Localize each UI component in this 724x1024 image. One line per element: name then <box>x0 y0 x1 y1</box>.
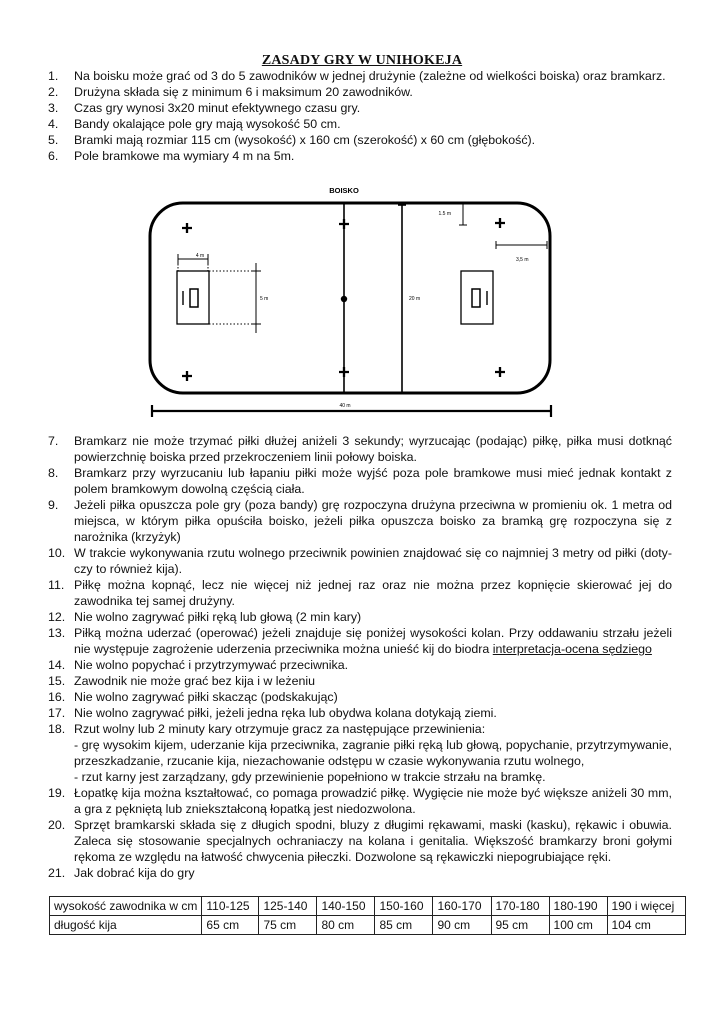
rule-item <box>0 785 724 817</box>
rule-number: 9. <box>48 498 59 512</box>
rule-number: 5. <box>48 133 59 147</box>
rule-number: 20. <box>48 818 66 832</box>
rule-number: 8. <box>48 466 59 480</box>
rule-text: Czas gry wynosi 3x20 minut efektywnego czasu gry. <box>74 101 361 115</box>
table-cell: 65 cm <box>202 916 259 935</box>
rule-number: 4. <box>48 117 59 131</box>
rule-item <box>0 84 724 100</box>
table-cell: 190 i więcej <box>607 897 685 916</box>
rule-number: 3. <box>48 101 59 115</box>
goal-area-left <box>177 271 209 324</box>
rule-number: 19. <box>48 786 66 800</box>
label-goal-area-width: 4 m <box>195 253 205 259</box>
table-cell: 80 cm <box>317 916 375 935</box>
rule-text: Nie wolno zagrywać piłki skacząc (podskakując) <box>74 690 338 704</box>
cross-marker <box>182 223 192 233</box>
table-cell: 160-170 <box>433 897 491 916</box>
table-cell: 125-140 <box>259 897 317 916</box>
rule-item <box>0 545 724 577</box>
table-row <box>50 897 686 916</box>
rule-number: 21. <box>48 866 66 880</box>
rule-text: Piłkę można kopnąć, lecz nie więcej niż jednej raz oraz nie można przez kopnięcie skierować jej do zawodnika tej samej drużyny. <box>74 578 672 608</box>
table-cell: 140-150 <box>317 897 375 916</box>
rule-text: Rzut wolny lub 2 minuty kary otrzymuje gracz za następujące przewinienia: <box>74 722 486 736</box>
page-title: ZASADY GRY W UNIHOKEJA <box>261 53 463 68</box>
rule-number: 1. <box>48 69 59 83</box>
cross-marker <box>339 219 349 229</box>
rule-item <box>0 673 724 689</box>
dim-goal-line <box>496 241 547 249</box>
cross-marker <box>182 371 192 381</box>
rule-item <box>0 148 724 164</box>
rules-list-part2 <box>0 433 724 881</box>
rule-number: 12. <box>48 610 66 624</box>
goal-left <box>190 289 198 307</box>
rule-number: 6. <box>48 149 59 163</box>
rule-number: 10. <box>48 546 66 560</box>
rule-text: Nie wolno zagrywać piłki, jeżeli jedna ręka lub obydwa kolana dotykają ziemi. <box>74 706 497 720</box>
table-row <box>50 916 686 935</box>
rule-item <box>0 625 724 657</box>
table-cell: 75 cm <box>259 916 317 935</box>
dim-length <box>152 405 551 417</box>
table-cell: 170-180 <box>491 897 549 916</box>
table-cell: 95 cm <box>491 916 549 935</box>
rules-list-part1 <box>0 68 724 164</box>
table-cell: 110-125 <box>202 897 259 916</box>
cross-marker <box>495 367 505 377</box>
label-goal-area-length: 5 m <box>260 296 269 302</box>
rule-text: Nie wolno zagrywać piłki ręką lub głową (2 min kary) <box>74 610 362 624</box>
rule-text: Nie wolno popychać i przytrzymywać przeciwnika. <box>74 658 349 672</box>
table-cell: 85 cm <box>375 916 433 935</box>
rule-text: W trakcie wykonywania rzutu wolnego przeciwnik powinien znajdować się co najmniej 3 metry od piłki (doty- czy to również kija). <box>74 546 672 576</box>
rule-text: Bramki mają rozmiar 115 cm (wysokość) x 160 cm (szerokość) x 60 cm (głębokość). <box>74 133 536 147</box>
rule-item <box>0 657 724 673</box>
rule-number: 2. <box>48 85 59 99</box>
rink-boundary <box>150 203 550 393</box>
rule-item <box>0 497 724 545</box>
rule-number: 17. <box>48 706 66 720</box>
goal-right <box>472 289 480 307</box>
label-corner-radius: 1.5 m <box>438 211 451 217</box>
table-header-cell: długość kija <box>50 916 202 935</box>
rule-item <box>0 465 724 497</box>
rule-text: Bramkarz przy wyrzucaniu lub łapaniu piłki może wyjść poza pole bramkowe musi mieć jednak kontakt z polem bramkowym dowolną częścią ciała. <box>74 466 672 496</box>
rule-text: Piłką można uderzać (operować) jeżeli znajduje się poniżej wysokości kolan. Przy oddawaniu strzału jeżeli nie występuje zagrożenie uderzenia przeciwnika można unieść kij do biodra <box>74 626 672 656</box>
rule-underlined-text: interpretacja-ocena sędziego <box>492 642 652 656</box>
dim-width <box>398 205 406 393</box>
label-width: 20 m <box>409 296 421 302</box>
rule-item <box>0 689 724 705</box>
rule-item <box>0 609 724 625</box>
rule-subitem: - rzut karny jest zarządzany, gdy przewinienie popełniono w trakcie strzału na bramkę. <box>74 770 546 784</box>
diagram-title: BOISKO <box>329 186 359 195</box>
rule-number: 7. <box>48 434 59 448</box>
field-diagram <box>140 183 560 418</box>
rule-text: Bandy okalające pole gry mają wysokość 50 cm. <box>74 117 341 131</box>
table-cell: 104 cm <box>607 916 685 935</box>
label-goal-line: 3,5 m <box>516 257 529 263</box>
center-spot <box>341 296 347 302</box>
rule-text: Pole bramkowe ma wymiary 4 m na 5m. <box>74 149 295 163</box>
rule-item <box>0 577 724 609</box>
table-cell: 90 cm <box>433 916 491 935</box>
rule-text: Na boisku może grać od 3 do 5 zawodników w jednej drużynie (zależne od wielkości boiska) oraz bramkarz. <box>74 69 666 83</box>
table-cell: 100 cm <box>549 916 607 935</box>
cross-marker <box>339 367 349 377</box>
rule-text: Zawodnik nie może grać bez kija i w leżeniu <box>74 674 316 688</box>
rule-item <box>0 705 724 721</box>
rule-number: 15. <box>48 674 66 688</box>
rule-item <box>0 721 724 785</box>
rule-item <box>0 100 724 116</box>
rule-number: 16. <box>48 690 66 704</box>
rule-item <box>0 116 724 132</box>
table-cell: 150-160 <box>375 897 433 916</box>
rule-number: 11. <box>48 578 65 592</box>
goal-area-right <box>461 271 493 324</box>
rule-number: 18. <box>48 722 66 736</box>
rule-item <box>0 68 724 84</box>
rule-text: Jeżeli piłka opuszcza pole gry (poza bandy) grę rozpoczyna drużyna przeciwna w promieniu ok. 1 metra od miejsca, w którym piłka opuściła boisko, jeżeli piłka opuszcza boisko za bramką grę rozpoczyna się z narożnika (krzyżyk) <box>74 498 672 544</box>
rule-item <box>0 865 724 881</box>
table-cell: 180-190 <box>549 897 607 916</box>
cross-marker <box>495 218 505 228</box>
rule-item <box>0 132 724 148</box>
rule-number: 14. <box>48 658 66 672</box>
rule-text: Jak dobrać kija do gry <box>74 866 195 880</box>
label-length: 40 m <box>339 403 351 409</box>
dim-goal-area-length <box>209 263 261 333</box>
rule-subitem: - grę wysokim kijem, uderzanie kija przeciwnika, zagranie piłki ręką lub głową, popychanie, przytrzymywanie, przeszkadzanie, rzucanie kija, niezachowanie odstępu w czasie wykonywania rzutu wolnego, <box>74 738 672 768</box>
rule-text: Łopatkę kija można kształtować, co pomaga prowadzić piłkę. Wygięcie nie może być większe aniżeli 30 mm, a gra z pękniętą lub zniekształconą łopatką jest niedozwolona. <box>74 786 672 816</box>
rule-text: Drużyna składa się z minimum 6 i maksimum 20 zawodników. <box>74 85 413 99</box>
dim-corner-radius <box>459 203 467 225</box>
table-header-cell: wysokość zawodnika w cm <box>50 897 202 916</box>
stick-size-table <box>49 896 686 935</box>
rule-item <box>0 433 724 465</box>
rule-number: 13. <box>48 626 66 640</box>
rule-text: Bramkarz nie może trzymać piłki dłużej aniżeli 3 sekundy; wyrzucając (podając) piłkę, piłka musi dotknąć powierzchnię boiska przed przekroczeniem linii połowy boiska. <box>74 434 672 464</box>
rule-item <box>0 817 724 865</box>
rule-text: Sprzęt bramkarski składa się z długich spodni, bluzy z długimi rękawami, maski (kasku), rękawic i obuwia. Zaleca się stosowanie specjalnych ochraniaczy na kolana i genitalia. Większość bramkarzy broni gołymi rękoma ze względu na łatwość chwycenia piłeczki. Dozwolone są rękawiczki niepogrubiające ręki. <box>74 818 672 864</box>
